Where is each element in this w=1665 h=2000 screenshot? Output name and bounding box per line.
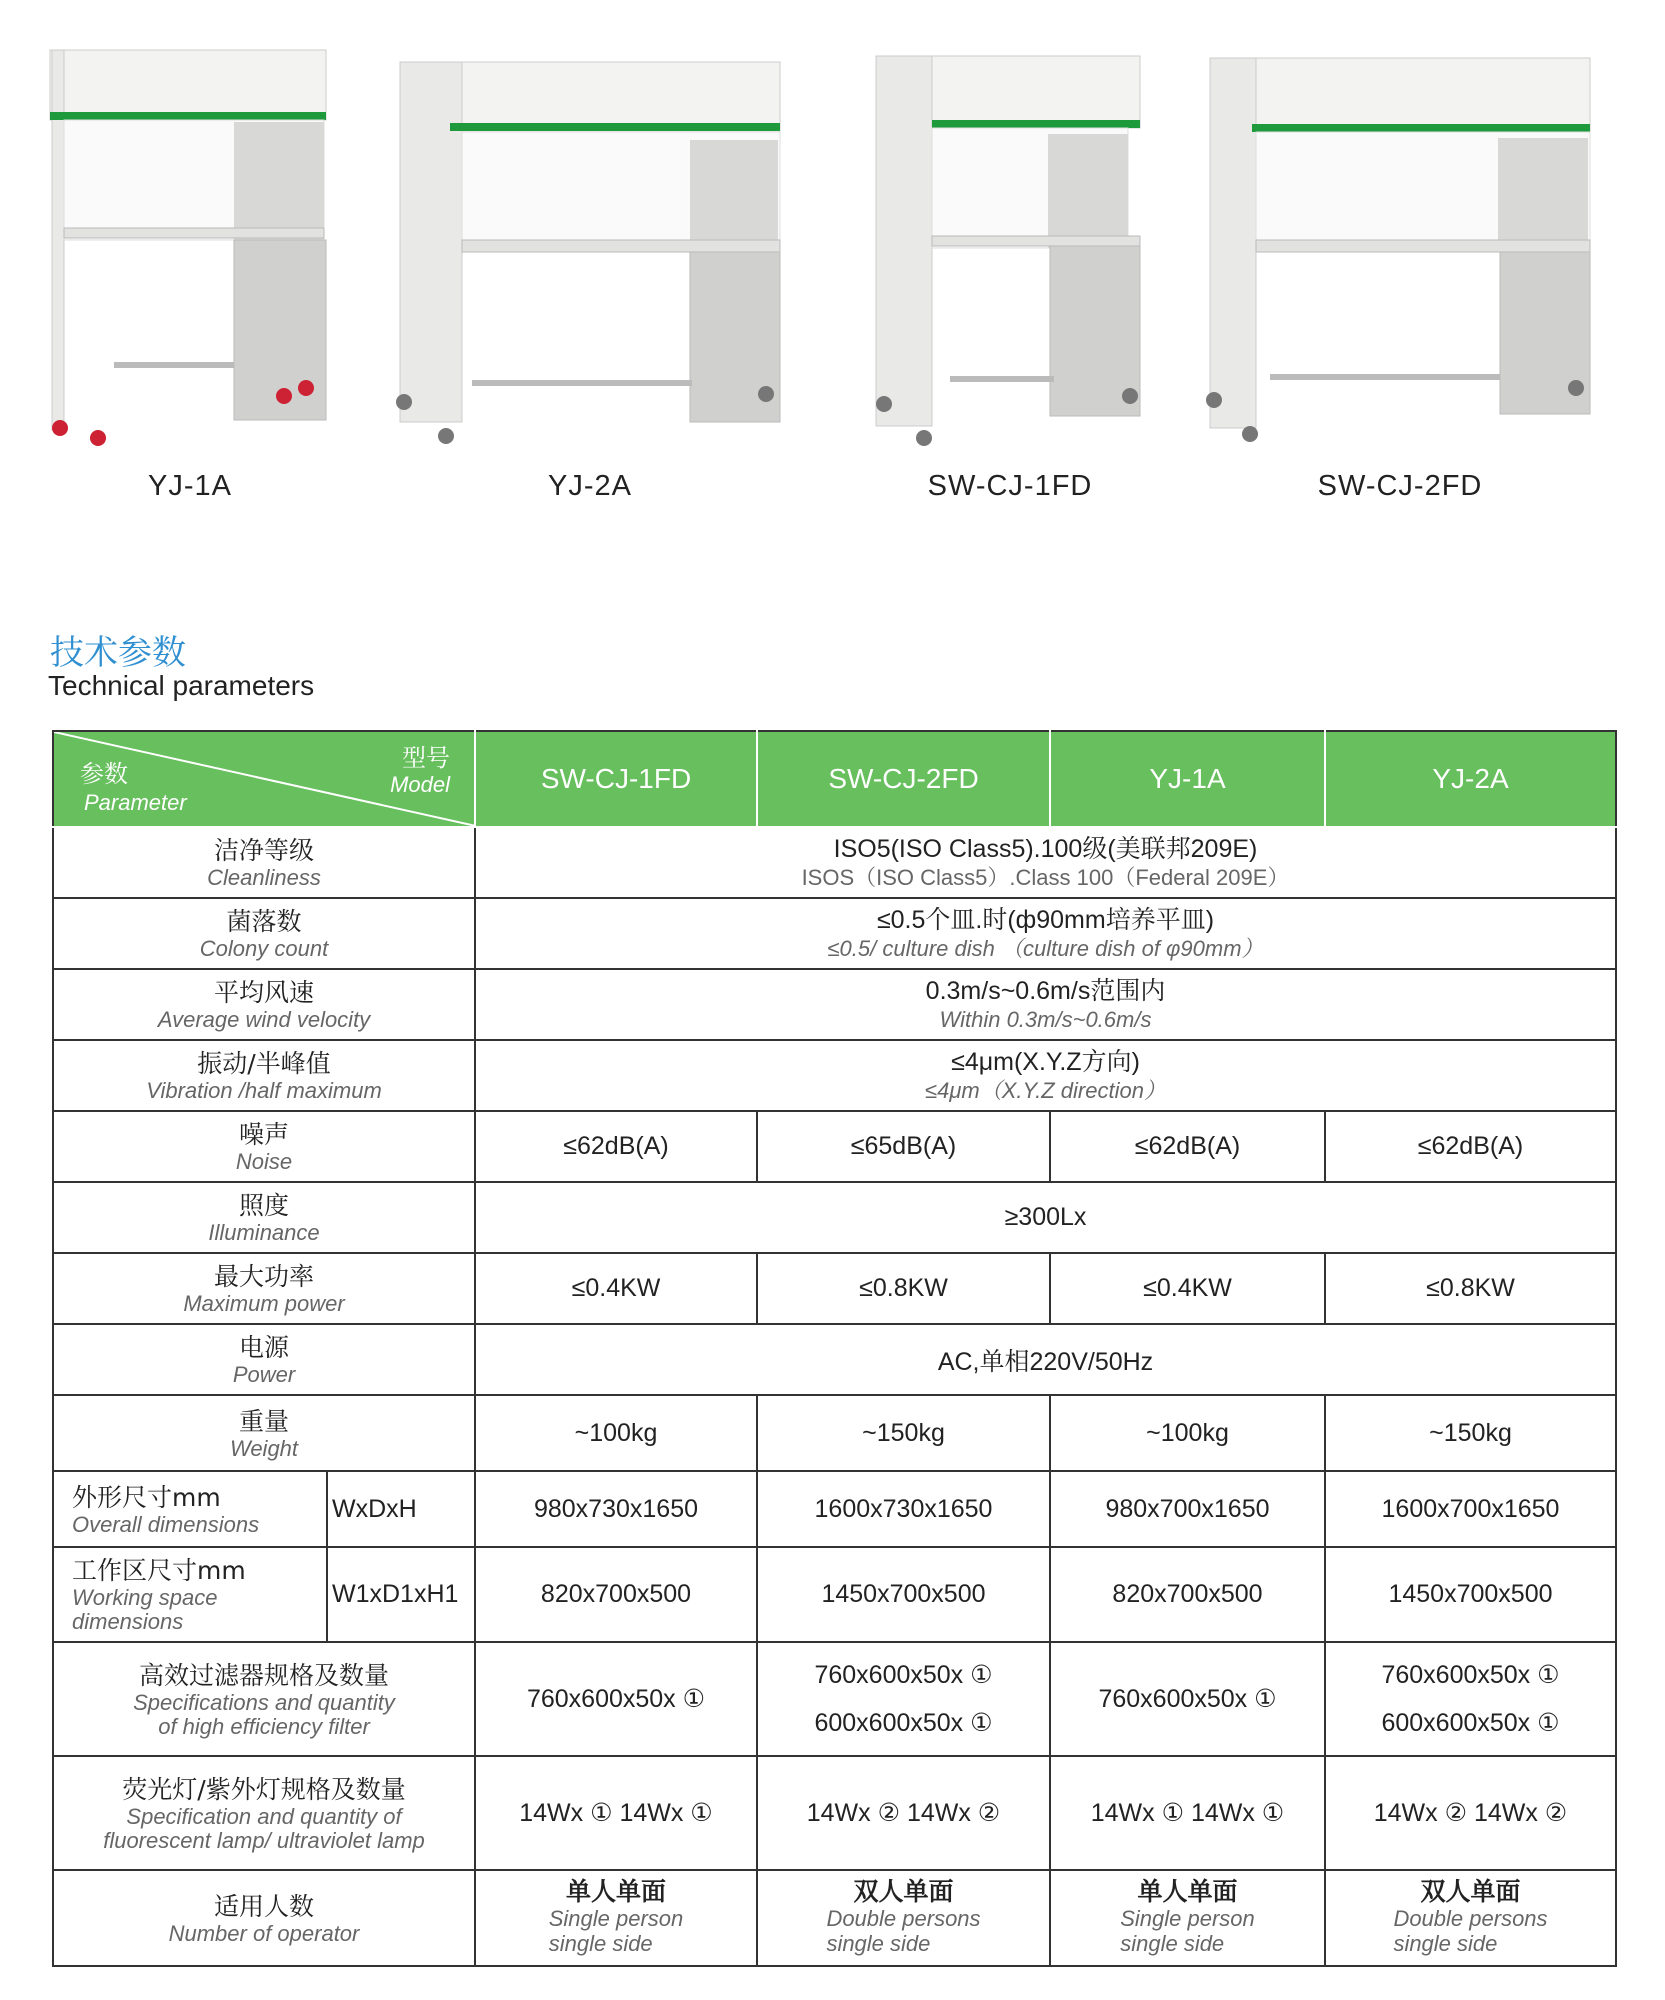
value-line: 600x600x50x ① <box>814 1709 993 1737</box>
param-name-en: Noise <box>235 1149 293 1174</box>
param-name-en: Cleanliness <box>207 865 321 890</box>
param-cell <box>53 1642 475 1756</box>
cabinet-image <box>860 40 1160 460</box>
value-cell: ~150kg <box>1325 1395 1616 1471</box>
param-name-en: Maximum power <box>183 1291 345 1316</box>
value-cell <box>475 1870 757 1966</box>
value-cell: ≥300Lx <box>475 1182 1616 1253</box>
param-name-cn: 荧光灯/紫外灯规格及数量 <box>122 1774 406 1804</box>
value-cn: ≤4μm(X.Y.Z方向) <box>951 1048 1140 1076</box>
table-row <box>53 827 1616 898</box>
value-cell: ≤0.4KW <box>475 1253 757 1324</box>
value-cell: 14Wx ② 14Wx ② <box>757 1756 1050 1870</box>
table-row <box>53 1642 1616 1756</box>
value-cell: AC,单相220V/50Hz <box>475 1324 1616 1395</box>
value-cell <box>757 1642 1050 1756</box>
value-cell: 980x700x1650 <box>1050 1471 1325 1547</box>
value-cell <box>1325 1870 1616 1966</box>
table-row <box>53 1111 1616 1182</box>
param-name-en: Average wind velocity <box>157 1007 371 1032</box>
operator-en <box>826 1906 980 1956</box>
param-name-en: Working space <box>72 1585 218 1610</box>
table-row <box>53 1182 1616 1253</box>
operator-en-line: Double persons <box>1393 1906 1548 1931</box>
product-yj-1a <box>40 40 340 520</box>
model-header: SW-CJ-2FD <box>757 731 1050 827</box>
model-label-en: Model <box>390 772 450 797</box>
operator-cn: 双人单面 <box>1420 1877 1521 1906</box>
param-cell <box>53 1040 475 1111</box>
param-cell <box>53 827 475 898</box>
value-cn: ≤0.5个皿.时(ф90mm培养平皿) <box>876 906 1215 934</box>
value-cell: 760x600x50x ① <box>1050 1642 1325 1756</box>
param-cell <box>53 1547 327 1642</box>
param-name-en: Specifications and quantity <box>133 1689 395 1715</box>
dimension-format: W1xD1xH1 <box>327 1547 475 1642</box>
param-name-en: Overall dimensions <box>72 1511 260 1537</box>
param-name-en: Power <box>232 1362 296 1387</box>
model-header: YJ-1A <box>1050 731 1325 827</box>
param-cell <box>53 1253 475 1324</box>
cabinet-image <box>390 40 790 460</box>
value-cell: 1450x700x500 <box>757 1547 1050 1642</box>
value-cell: 980x730x1650 <box>475 1471 757 1547</box>
value-cell: ≤0.4KW <box>1050 1253 1325 1324</box>
value-line: 760x600x50x ① <box>814 1661 993 1689</box>
param-cell <box>53 1756 475 1870</box>
param-name-cn: 洁净等级 <box>213 836 314 865</box>
operator-cn: 双人单面 <box>853 1877 954 1906</box>
model-header: YJ-2A <box>1325 731 1616 827</box>
value-en: ≤4μm（X.Y.Z direction） <box>925 1078 1166 1103</box>
section-title-en: Technical parameters <box>48 670 315 701</box>
value-cell: 14Wx ① 14Wx ① <box>1050 1756 1325 1870</box>
param-name-cn: 高效过滤器规格及数量 <box>138 1660 389 1690</box>
product-sw-cj-2fd <box>1200 40 1600 520</box>
operator-en-line: single side <box>548 1931 653 1956</box>
value-cell: ~100kg <box>475 1395 757 1471</box>
value-cell: ≤62dB(A) <box>475 1111 757 1182</box>
param-cell <box>53 969 475 1040</box>
value-cell: ≤0.8KW <box>1325 1253 1616 1324</box>
value-cell: 760x600x50x ① <box>475 1642 757 1756</box>
value-cell: 1600x730x1650 <box>757 1471 1050 1547</box>
value-cell: ~100kg <box>1050 1395 1325 1471</box>
param-name-en: fluorescent lamp/ ultraviolet lamp <box>103 1827 425 1853</box>
value-en: ≤0.5/ culture dish （culture dish of φ90mm） <box>827 936 1264 961</box>
table-row <box>53 1253 1616 1324</box>
value-cell <box>757 1870 1050 1966</box>
param-cell <box>53 1870 475 1966</box>
value-cell: 820x700x500 <box>475 1547 757 1642</box>
operator-en-line: single side <box>1120 1931 1225 1956</box>
param-name-cn: 电源 <box>238 1333 289 1362</box>
param-name-cn: 平均风速 <box>213 978 314 1007</box>
table-row <box>53 1870 1616 1966</box>
value-cell: 14Wx ① 14Wx ① <box>475 1756 757 1870</box>
param-name-en: Illuminance <box>208 1220 320 1245</box>
dimension-format: WxDxH <box>327 1471 475 1547</box>
product-gallery <box>0 0 1665 520</box>
table-row <box>53 1547 1616 1642</box>
model-header: SW-CJ-1FD <box>475 731 757 827</box>
param-name-en: Weight <box>229 1435 299 1461</box>
param-name-en: Colony count <box>199 936 329 961</box>
param-name-en: of high efficiency filter <box>158 1713 370 1739</box>
value-cell <box>475 898 1616 969</box>
table-row <box>53 969 1616 1040</box>
param-cell <box>53 1111 475 1182</box>
value-cell <box>475 1040 1616 1111</box>
param-cell <box>53 898 475 969</box>
param-name-en: Specification and quantity of <box>126 1803 402 1829</box>
param-label-en: Parameter <box>84 790 187 815</box>
cabinet-image <box>1200 40 1600 460</box>
value-line: 600x600x50x ① <box>1381 1709 1560 1737</box>
value-cell: ≤62dB(A) <box>1050 1111 1325 1182</box>
param-name-cn: 重量 <box>238 1406 289 1436</box>
param-cell <box>53 1395 475 1471</box>
param-name-cn: 外形尺寸mm <box>72 1482 221 1512</box>
value-cell: 14Wx ② 14Wx ② <box>1325 1756 1616 1870</box>
corner-header-cell <box>53 731 475 827</box>
operator-en <box>1393 1906 1547 1956</box>
operator-en-line: single side <box>826 1931 931 1956</box>
param-name-cn: 工作区尺寸mm <box>72 1556 246 1585</box>
value-cell <box>1325 1642 1616 1756</box>
product-label: YJ-1A <box>148 470 232 502</box>
param-name-cn: 照度 <box>238 1191 289 1220</box>
table-header-row <box>53 731 1616 827</box>
table-row <box>53 1040 1616 1111</box>
value-cn: ISO5(ISO Class5).100级(美联邦209E) <box>833 835 1258 863</box>
value-cell: ≤65dB(A) <box>757 1111 1050 1182</box>
spec-table <box>52 730 1617 1967</box>
operator-cn: 单人单面 <box>565 1877 666 1906</box>
param-name-en: Number of operator <box>168 1920 360 1946</box>
value-en: Within 0.3m/s~0.6m/s <box>939 1007 1152 1032</box>
operator-en-line: Double persons <box>826 1906 981 1931</box>
value-en: ISOS（ISO Class5）.Class 100（Federal 209E） <box>801 865 1290 890</box>
table-row <box>53 1756 1616 1870</box>
operator-en <box>1120 1906 1255 1956</box>
param-name-cn: 适用人数 <box>213 1891 314 1921</box>
param-name-cn: 菌落数 <box>226 907 302 936</box>
param-name-cn: 振动/半峰值 <box>197 1049 331 1078</box>
value-cell: ≤0.8KW <box>757 1253 1050 1324</box>
product-label: YJ-2A <box>548 470 632 502</box>
section-title-cn: 技术参数 <box>50 633 186 673</box>
product-sw-cj-1fd <box>860 40 1160 520</box>
param-cell <box>53 1182 475 1253</box>
operator-en-line: Single person <box>1120 1906 1255 1931</box>
cabinet-image <box>40 40 340 460</box>
param-cell <box>53 1324 475 1395</box>
value-cn: 0.3m/s~0.6m/s范围内 <box>925 977 1166 1005</box>
value-cell: 1600x700x1650 <box>1325 1471 1616 1547</box>
param-name-cn: 噪声 <box>238 1120 289 1149</box>
table-row <box>53 1471 1616 1547</box>
value-cell <box>1050 1870 1325 1966</box>
param-cell <box>53 1471 327 1547</box>
operator-en <box>549 1906 684 1956</box>
param-label-cn: 参数 <box>80 760 128 788</box>
value-cell: 1450x700x500 <box>1325 1547 1616 1642</box>
operator-en-line: single side <box>1393 1931 1498 1956</box>
product-label: SW-CJ-2FD <box>1317 470 1483 502</box>
param-name-cn: 最大功率 <box>213 1262 314 1291</box>
value-cell <box>475 969 1616 1040</box>
value-cell: 820x700x500 <box>1050 1547 1325 1642</box>
param-name-en: Vibration /half maximum <box>146 1078 382 1103</box>
value-cell <box>475 827 1616 898</box>
value-cell: ≤62dB(A) <box>1325 1111 1616 1182</box>
param-name-en: dimensions <box>72 1609 184 1634</box>
value-line: 760x600x50x ① <box>1381 1661 1560 1689</box>
model-label-cn: 型号 <box>402 744 450 772</box>
product-label: SW-CJ-1FD <box>927 470 1093 502</box>
operator-cn: 单人单面 <box>1137 1877 1238 1906</box>
table-row <box>53 1395 1616 1471</box>
table-row <box>53 1324 1616 1395</box>
value-cell: ~150kg <box>757 1395 1050 1471</box>
product-yj-2a <box>390 40 790 520</box>
table-row <box>53 898 1616 969</box>
operator-en-line: Single person <box>548 1906 684 1931</box>
